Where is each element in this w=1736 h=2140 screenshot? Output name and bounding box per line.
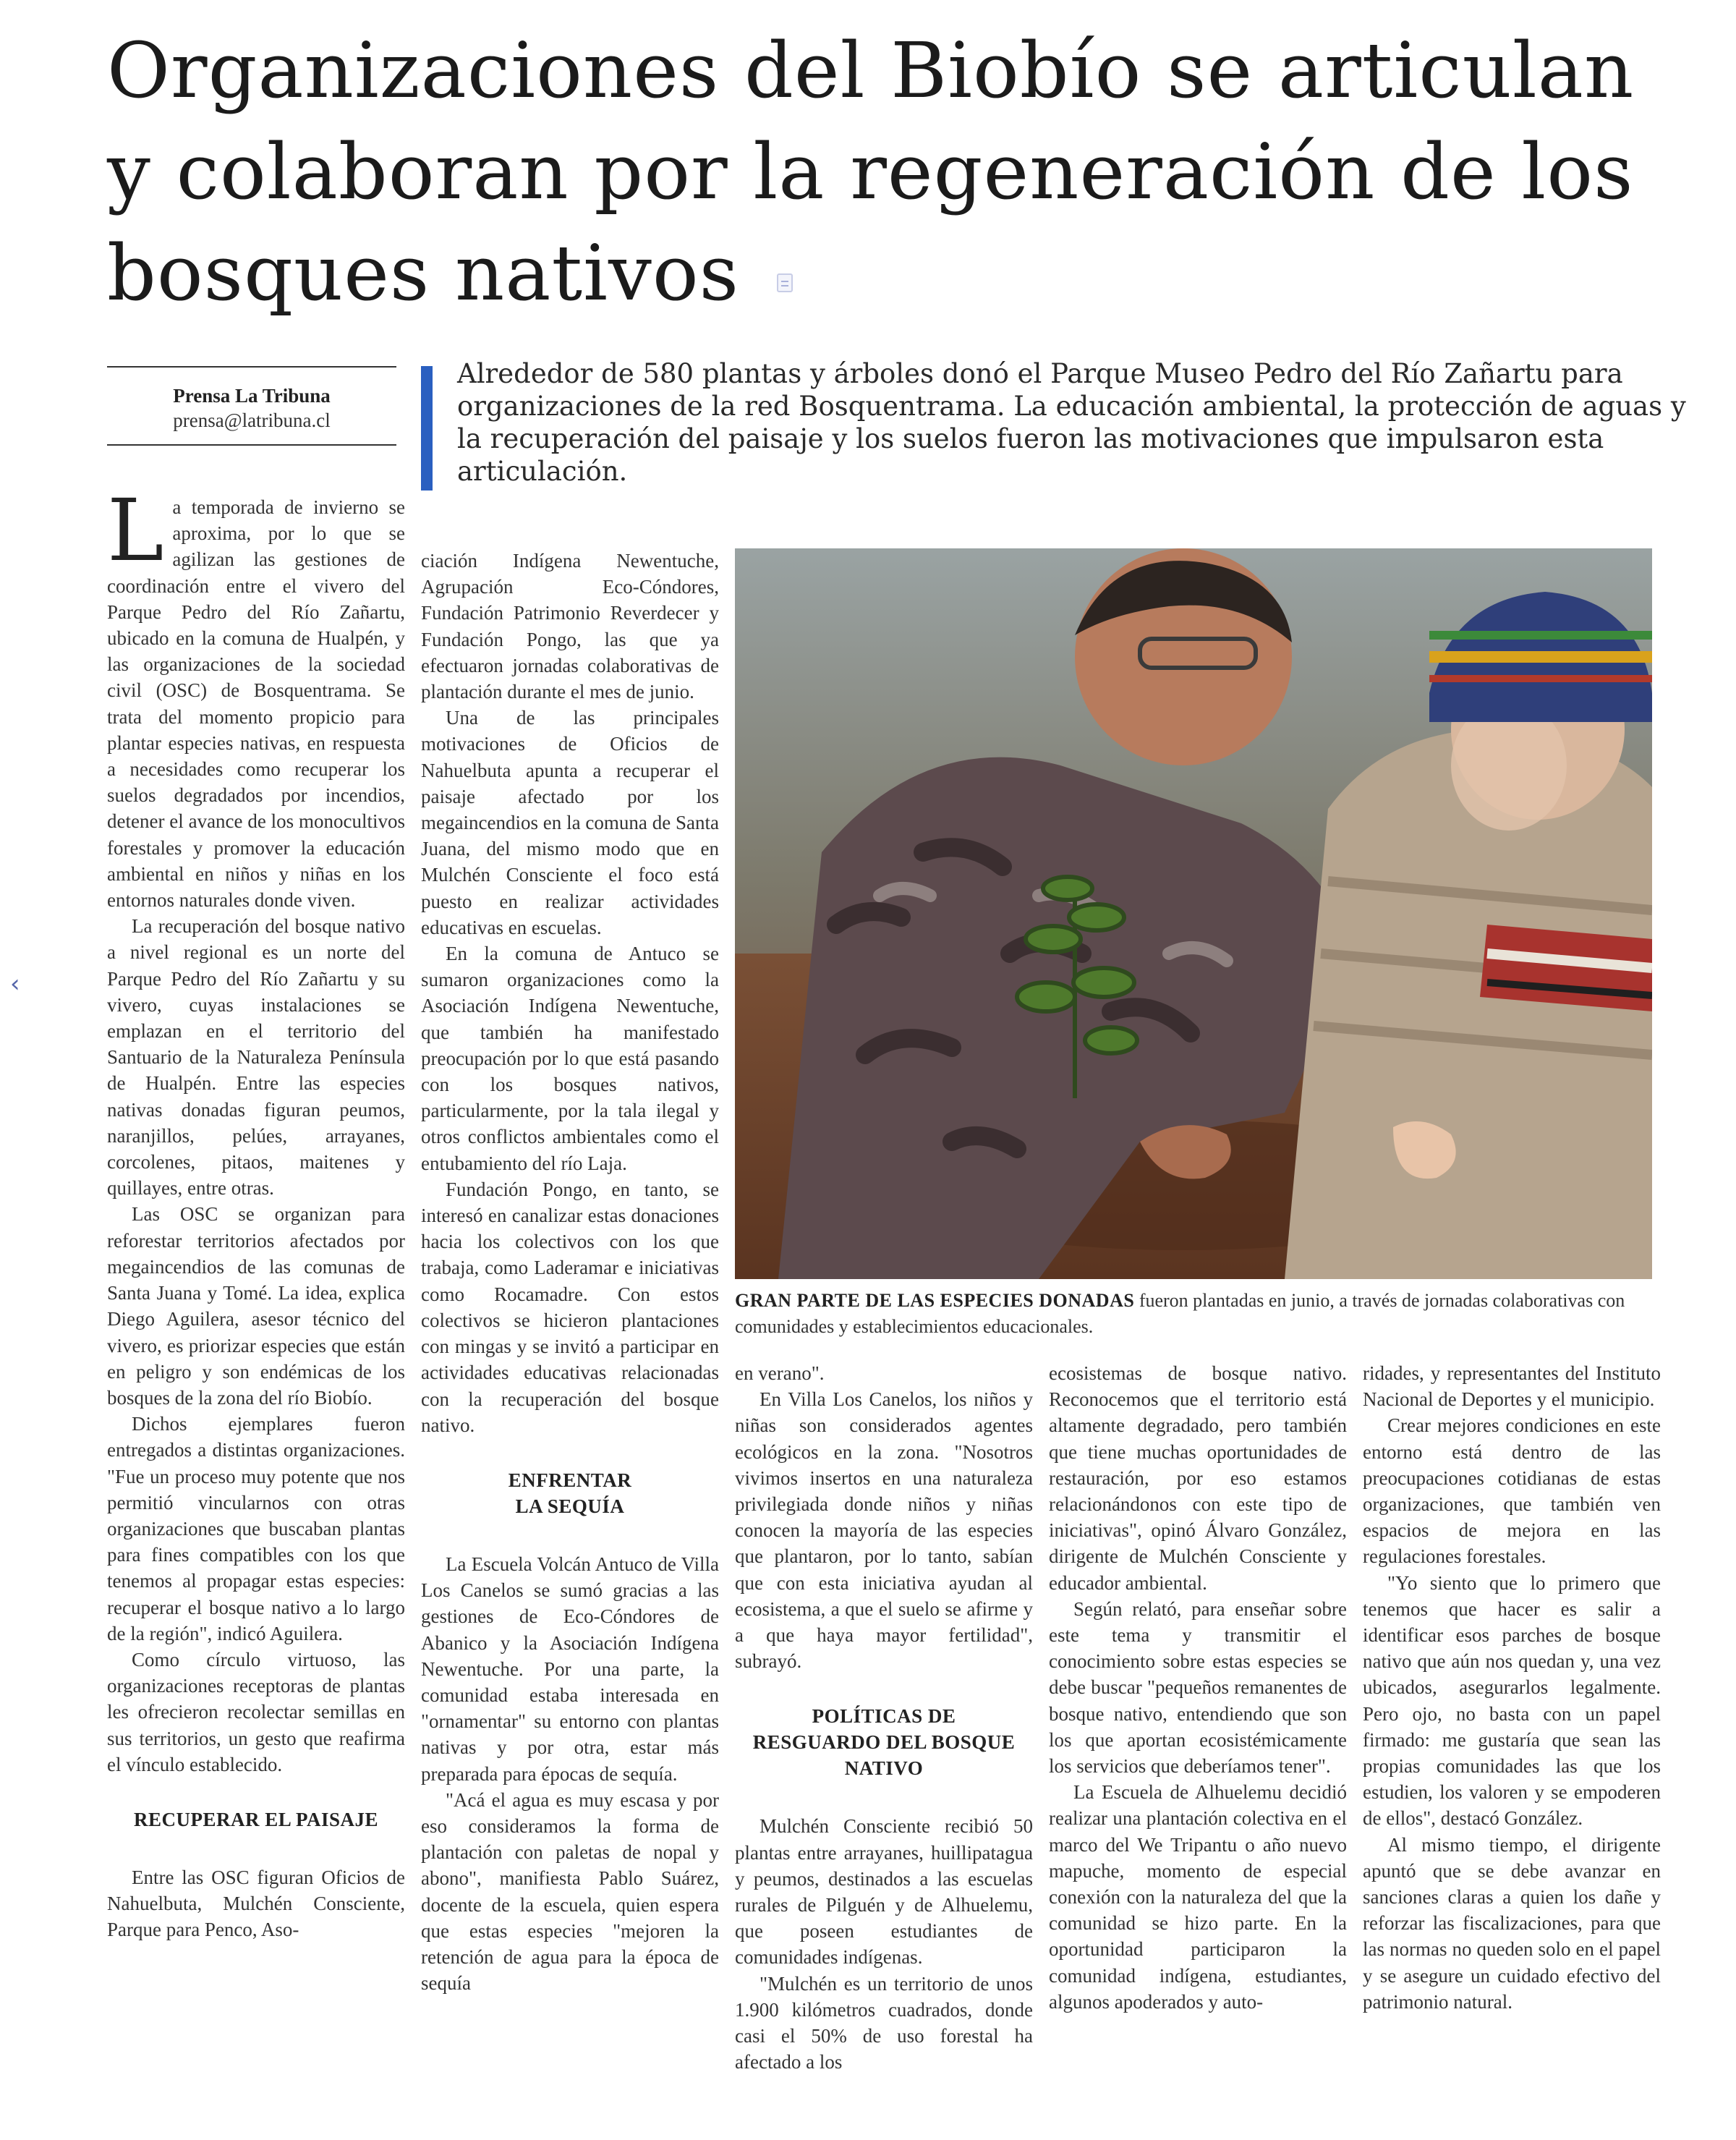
body-paragraph: La Escuela de Alhuelemu decidió realizar una plantación colectiva en el marco del We Tripantu o año nuevo mapuche, momento de especial conexión con la naturaleza del que la comunidad se hizo parte. En la oportunidad participaron la comunidad indígena, estudiantes, algunos apoderados y auto- bbox=[1049, 1781, 1347, 2013]
body-paragraph: Fundación Pongo, en tanto, se interesó en canalizar estas donaciones hacia los colectivos con los que trabaja, como Laderamar e iniciativas como Rocamadre. Con estos colectivos se hicieron plantaciones con mingas y se invitó a participar en actividades educativas relacionadas con la recuperación del bosque nativo. bbox=[421, 1178, 719, 1436]
photo-caption-text: fueron plantadas en junio, a través de jornadas colaborativas con comunidades y establecimientos educacionales. bbox=[735, 1290, 1625, 1337]
body-paragraph: ecosistemas de bosque nativo. Reconocemos que el territorio está altamente degradado, pero también que tiene muchas oportunidades de restauración, por eso estamos relacionándonos con este tipo de iniciativas", opinó Álvaro González, dirigente de Mulchén Consciente y educador ambiental. bbox=[1049, 1362, 1347, 1594]
body-column-2 bbox=[421, 548, 719, 1996]
article-photo bbox=[735, 548, 1652, 1279]
body-paragraph: En la comuna de Antuco se sumaron organizaciones como la Asociación Indígena Newentuche, que también ha manifestado preocupación por lo que está pasando con los bosques nativos, particularmente, por la tala ilegal y otros conflictos ambientales como el entubamiento del río Laja. bbox=[421, 943, 719, 1174]
body-paragraph bbox=[107, 480, 405, 913]
body-paragraph: ciación Indígena Newentuche, Agrupación Eco-Cóndores, Fundación Patrimonio Reverdecer y Fundación Pongo, las que ya efectuaron jornadas colaborativas de plantación durante el mes de junio. bbox=[421, 550, 719, 703]
body-paragraph: Una de las principales motivaciones de Oficios de Nahuelbuta apunta a recuperar el paisaje afectado por los megaincendios en la comuna de Santa Juana, del mismo modo que en Mulchén Consciente el foco está puesto en realizar actividades educativas en escuelas. bbox=[421, 707, 719, 938]
lead-paragraph: Alrededor de 580 plantas y árboles donó el Parque Museo Pedro del Río Zañartu para organizaciones de la red Bosquentrama. La educación ambiental, la protección de aguas y la recuperación del paisaje y los suelos fueron las motivaciones que impulsaron esta articulación. bbox=[457, 358, 1686, 487]
subheading: RECUPERAR EL PAISAJE bbox=[133, 1808, 379, 1830]
paragraph-text: a temporada de invierno se aproxima, por lo que se agilizan las gestiones de coordinación entre el vivero del Parque Pedro del Río Zañartu, ubicado en la comuna de Hualpén, y las organizaciones de la sociedad civil (OSC) de Bosquentrama. Se trata del momento propicio para plantar especies nativas, en respuesta a necesidades como recuperar los suelos degradados por incendios, detener el avance de los monocultivos forestales y promover la educación ambiental en niños y niñas en los entornos naturales donde viven. bbox=[107, 496, 405, 912]
body-paragraph: Al mismo tiempo, el dirigente apuntó que se debe avanzar en sanciones claras a quien los dañe y reforzar las fiscalizaciones, para que las normas no queden solo en el papel y se asegure un cuidado efectivo del patrimonio natural. bbox=[1363, 1833, 1661, 2013]
body-paragraph: Las OSC se organizan para reforestar territorios afectados por megaincendios de las comunas de Santa Juana y Tomé. La idea, explica Diego Aguilera, asesor técnico del vivero, es priorizar especies que están en peligro y son endémicas de los bosques de la zona del río Biobío. bbox=[107, 1203, 405, 1409]
body-paragraph: "Mulchén es un territorio de unos 1.900 kilómetros cuadrados, donde casi el 50% de uso forestal ha afectado a los bbox=[735, 1972, 1033, 2073]
body-paragraph: La Escuela Volcán Antuco de Villa Los Canelos se sumó gracias a las gestiones de Eco-Cóndores de Abanico y la Asociación Indígena Newentuche. Por una parte, la comunidad estaba interesada en "ornamentar" su entorno con plantas nativas y por otra, estar más preparada para épocas de sequía. bbox=[421, 1553, 719, 1785]
body-paragraph: ridades, y representantes del Instituto Nacional de Deportes y el municipio. bbox=[1363, 1362, 1661, 1411]
body-column-3 bbox=[735, 1360, 1033, 2075]
body-paragraph: "Acá el agua es muy escasa y por eso consideramos la forma de plantación con paletas de nopal y abono", manifiesta Pablo Suárez, docente de la escuela, quien espera que estas especies "mejoren la retención de agua para la época de sequía bbox=[421, 1788, 719, 1995]
body-paragraph: En Villa Los Canelos, los niños y niñas son considerados agentes ecológicos en la zona. "Nosotros vivimos insertos en una naturaleza privilegiada donde niños y niñas conocen la mayoría de las especies que plantaron, por lo tanto, sabían que con esta iniciativa ayudan al ecosistema, a que el suelo se afirme y a que haya mayor fertilidad", subrayó. bbox=[735, 1388, 1033, 1673]
photo-caption bbox=[735, 1288, 1652, 1340]
body-paragraph: Como círculo virtuoso, las organizaciones receptoras de plantas les ofrecieron recolectar semillas en sus territorios, un gesto que reafirma el vínculo establecido. bbox=[107, 1648, 405, 1775]
byline-email[interactable]: prensa@latribuna.cl bbox=[173, 409, 331, 431]
lead-accent-bar bbox=[421, 366, 433, 491]
body-column-1 bbox=[107, 480, 405, 1943]
body-column-4 bbox=[1049, 1360, 1347, 2015]
body-column-5 bbox=[1363, 1360, 1661, 2015]
body-paragraph: Según relató, para enseñar sobre este tema y transmitir el conocimiento sobre estas especies se debe buscar "pequeños remanentes de bosque nativo, entendiendo que son los que aportan ecosistémicamente los servicios que deberíamos tener". bbox=[1049, 1597, 1347, 1778]
subheading: ENFRENTAR LA SEQUÍA bbox=[508, 1469, 632, 1517]
body-paragraph: Mulchén Consciente recibió 50 plantas entre arrayanes, huillipatagua y peumos, destinados a las escuelas rurales de Pilguén y de Alhuelemu, que poseen estudiantes de comunidades indígenas. bbox=[735, 1815, 1033, 1969]
subheading: POLÍTICAS DE RESGUARDO DEL BOSQUE NATIVO bbox=[752, 1705, 1016, 1780]
body-paragraph: en verano". bbox=[735, 1362, 825, 1384]
photo-caption-lead: GRAN PARTE DE LAS ESPECIES DONADAS bbox=[735, 1290, 1135, 1311]
body-paragraph: Crear mejores condiciones en este entorno está dentro de las preocupaciones cotidianas de estas organizaciones, que también ven espacios de mejora en las regulaciones forestales. bbox=[1363, 1414, 1661, 1568]
planting-photo-illustration bbox=[735, 548, 1652, 1279]
body-paragraph: Entre las OSC figuran Oficios de Nahuelbuta, Mulchén Consciente, Parque para Penco, Aso- bbox=[107, 1866, 405, 1941]
body-paragraph: La recuperación del bosque nativo a nivel regional es un norte del Parque Pedro del Río Zañartu y su vivero, cuyas instalaciones se emplazan en el territorio del Santuario de la Naturaleza Península de Hualpén. Entre las especies nativas donadas figuran peumos, naranjillos, pelúes, arrayanes, corcolenes, pitaos, maitenes y quillayes, entre otras. bbox=[107, 915, 405, 1199]
headline: Organizaciones del Biobío se articulan y colaboran por la regeneración de los bosques nativos bbox=[107, 26, 1635, 318]
drop-cap: L bbox=[107, 480, 164, 580]
note-icon[interactable] bbox=[777, 273, 793, 292]
body-paragraph: Dichos ejemplares fueron entregados a distintas organizaciones. "Fue un proceso muy potente que nos permitió vincularnos con otras organizaciones que buscaban plantas para fines compatibles con los que tenemos al propagar estas especies: recuperar el bosque nativo a lo largo de la región", indicó Aguilera. bbox=[107, 1413, 405, 1644]
byline bbox=[107, 366, 396, 446]
byline-name: Prensa La Tribuna bbox=[173, 385, 331, 407]
chevron-left-icon[interactable]: ‹ bbox=[10, 969, 20, 998]
body-paragraph: "Yo siento que lo primero que tenemos que hacer es salir a identificar esos parches de bosque nativo que aún nos quedan y, una vez ubicados, asegurarlos legalmente. Pero ojo, no basta con un papel firmado: me gustaría que sean las propias comunidades las que los estudien, los valoren y se empoderen de ellos", destacó González. bbox=[1363, 1571, 1661, 1830]
